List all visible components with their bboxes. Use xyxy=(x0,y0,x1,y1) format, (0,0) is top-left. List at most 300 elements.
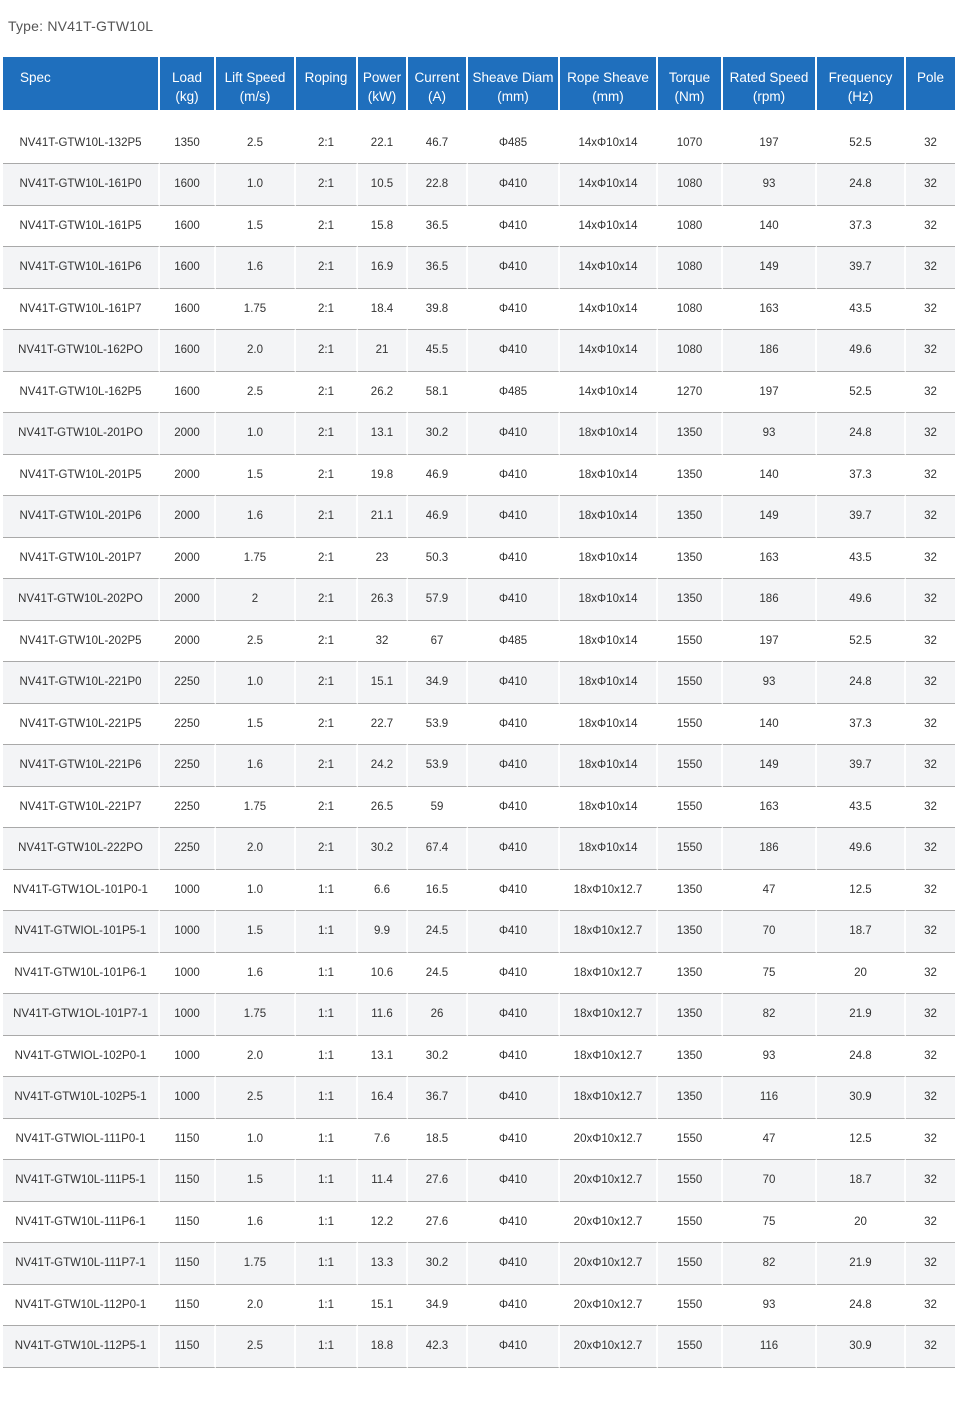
cell-sheave-diam: Φ410 xyxy=(468,538,560,580)
cell-sheave-diam: Φ410 xyxy=(468,289,560,331)
cell-current: 36.7 xyxy=(408,1077,468,1119)
header-label: Roping xyxy=(304,70,348,85)
cell-rope-sheave: 18xΦ10x14 xyxy=(560,579,658,621)
cell-rope-sheave: 14xΦ10x14 xyxy=(560,206,658,248)
table-row xyxy=(3,911,955,953)
cell-lift-speed: 1.75 xyxy=(216,289,296,331)
cell-lift-speed: 1.5 xyxy=(216,206,296,248)
cell-pole: 32 xyxy=(906,662,955,704)
cell-sheave-diam: Φ410 xyxy=(468,1077,560,1119)
cell-pole: 32 xyxy=(906,1160,955,1202)
cell-power: 22.7 xyxy=(358,704,408,746)
table-row xyxy=(3,206,955,248)
cell-rope-sheave: 14xΦ10x14 xyxy=(560,110,658,164)
cell-lift-speed: 2.5 xyxy=(216,372,296,414)
cell-roping: 1:1 xyxy=(296,1202,358,1244)
cell-torque: 1350 xyxy=(658,455,723,497)
cell-rated-speed: 116 xyxy=(723,1077,817,1119)
header-unit: (A) xyxy=(428,89,446,104)
cell-spec: NV41T-GTW10L-221P0 xyxy=(3,662,160,704)
cell-rated-speed: 186 xyxy=(723,579,817,621)
cell-pole: 32 xyxy=(906,745,955,787)
cell-sheave-diam: Φ410 xyxy=(468,1326,560,1368)
cell-pole: 32 xyxy=(906,372,955,414)
cell-load: 1000 xyxy=(160,911,216,953)
cell-torque: 1550 xyxy=(658,1119,723,1161)
cell-power: 10.5 xyxy=(358,164,408,206)
cell-rated-speed: 140 xyxy=(723,206,817,248)
cell-power: 23 xyxy=(358,538,408,580)
cell-rope-sheave: 18xΦ10x12.7 xyxy=(560,870,658,912)
cell-sheave-diam: Φ410 xyxy=(468,953,560,995)
table-row xyxy=(3,870,955,912)
cell-rope-sheave: 14xΦ10x14 xyxy=(560,289,658,331)
cell-roping: 2:1 xyxy=(296,621,358,663)
cell-rope-sheave: 18xΦ10x14 xyxy=(560,662,658,704)
cell-torque: 1080 xyxy=(658,289,723,331)
cell-roping: 1:1 xyxy=(296,1036,358,1078)
cell-pole: 32 xyxy=(906,1119,955,1161)
cell-frequency: 43.5 xyxy=(817,787,906,829)
cell-torque: 1350 xyxy=(658,538,723,580)
header-rated-speed xyxy=(723,57,817,110)
cell-rated-speed: 70 xyxy=(723,1160,817,1202)
cell-spec: NV41T-GTW10L-111P7-1 xyxy=(3,1243,160,1285)
cell-spec: NV41T-GTW10L-201PO xyxy=(3,413,160,455)
table-row xyxy=(3,496,955,538)
cell-rated-speed: 163 xyxy=(723,538,817,580)
cell-load: 2000 xyxy=(160,579,216,621)
cell-sheave-diam: Φ410 xyxy=(468,247,560,289)
cell-lift-speed: 1.0 xyxy=(216,164,296,206)
cell-rope-sheave: 18xΦ10x14 xyxy=(560,413,658,455)
cell-current: 42.3 xyxy=(408,1326,468,1368)
cell-spec: NV41T-GTW10L-111P6-1 xyxy=(3,1202,160,1244)
cell-frequency: 37.3 xyxy=(817,704,906,746)
cell-rated-speed: 140 xyxy=(723,704,817,746)
cell-rated-speed: 70 xyxy=(723,911,817,953)
table-row xyxy=(3,787,955,829)
cell-load: 1350 xyxy=(160,110,216,164)
header-label: Rated Speed xyxy=(729,70,809,85)
table-row xyxy=(3,828,955,870)
cell-torque: 1350 xyxy=(658,911,723,953)
cell-frequency: 37.3 xyxy=(817,455,906,497)
cell-lift-speed: 1.6 xyxy=(216,1202,296,1244)
cell-power: 32 xyxy=(358,621,408,663)
cell-spec: NV41T-GTW10L-221P5 xyxy=(3,704,160,746)
cell-load: 1000 xyxy=(160,1077,216,1119)
cell-spec: NV41T-GTW10L-161P0 xyxy=(3,164,160,206)
table-row xyxy=(3,662,955,704)
cell-pole: 32 xyxy=(906,1243,955,1285)
cell-rope-sheave: 20xΦ10x12.7 xyxy=(560,1119,658,1161)
cell-sheave-diam: Φ410 xyxy=(468,206,560,248)
cell-roping: 1:1 xyxy=(296,994,358,1036)
cell-load: 2000 xyxy=(160,496,216,538)
cell-roping: 1:1 xyxy=(296,1285,358,1327)
cell-rated-speed: 93 xyxy=(723,1285,817,1327)
cell-rated-speed: 75 xyxy=(723,1202,817,1244)
cell-rope-sheave: 18xΦ10x14 xyxy=(560,704,658,746)
cell-rated-speed: 140 xyxy=(723,455,817,497)
header-unit: (Nm) xyxy=(674,89,705,104)
cell-roping: 1:1 xyxy=(296,953,358,995)
cell-roping: 2:1 xyxy=(296,828,358,870)
cell-roping: 2:1 xyxy=(296,745,358,787)
cell-frequency: 18.7 xyxy=(817,911,906,953)
cell-torque: 1350 xyxy=(658,413,723,455)
cell-frequency: 20 xyxy=(817,1202,906,1244)
cell-frequency: 52.5 xyxy=(817,621,906,663)
header-label: Rope Sheave xyxy=(567,70,649,85)
cell-lift-speed: 2.5 xyxy=(216,1326,296,1368)
cell-spec: NV41T-GTWIOL-101P5-1 xyxy=(3,911,160,953)
cell-current: 36.5 xyxy=(408,247,468,289)
header-unit: (m/s) xyxy=(239,89,271,104)
table-row xyxy=(3,1285,955,1327)
header-unit: (Hz) xyxy=(847,89,874,104)
cell-torque: 1350 xyxy=(658,994,723,1036)
cell-power: 6.6 xyxy=(358,870,408,912)
cell-rope-sheave: 18xΦ10x14 xyxy=(560,621,658,663)
cell-roping: 2:1 xyxy=(296,413,358,455)
cell-rope-sheave: 20xΦ10x12.7 xyxy=(560,1326,658,1368)
cell-pole: 32 xyxy=(906,1077,955,1119)
cell-lift-speed: 1.75 xyxy=(216,994,296,1036)
cell-sheave-diam: Φ485 xyxy=(468,372,560,414)
cell-power: 9.9 xyxy=(358,911,408,953)
cell-power: 16.4 xyxy=(358,1077,408,1119)
cell-current: 34.9 xyxy=(408,1285,468,1327)
cell-torque: 1550 xyxy=(658,662,723,704)
cell-lift-speed: 2.5 xyxy=(216,110,296,164)
cell-power: 18.4 xyxy=(358,289,408,331)
cell-frequency: 24.8 xyxy=(817,662,906,704)
table-row xyxy=(3,247,955,289)
cell-torque: 1350 xyxy=(658,1036,723,1078)
cell-rated-speed: 93 xyxy=(723,662,817,704)
cell-pole: 32 xyxy=(906,538,955,580)
table-body xyxy=(3,110,955,1368)
header-unit: (mm) xyxy=(497,89,529,104)
header-current xyxy=(408,57,468,110)
cell-torque: 1550 xyxy=(658,621,723,663)
cell-sheave-diam: Φ410 xyxy=(468,164,560,206)
cell-torque: 1350 xyxy=(658,870,723,912)
cell-rope-sheave: 18xΦ10x12.7 xyxy=(560,1077,658,1119)
cell-load: 1600 xyxy=(160,247,216,289)
cell-load: 2250 xyxy=(160,745,216,787)
cell-power: 26.2 xyxy=(358,372,408,414)
cell-spec: NV41T-GTW10L-161P6 xyxy=(3,247,160,289)
cell-lift-speed: 2.0 xyxy=(216,828,296,870)
cell-sheave-diam: Φ410 xyxy=(468,828,560,870)
cell-current: 16.5 xyxy=(408,870,468,912)
cell-sheave-diam: Φ410 xyxy=(468,870,560,912)
cell-load: 1600 xyxy=(160,330,216,372)
cell-rope-sheave: 18xΦ10x14 xyxy=(560,787,658,829)
cell-lift-speed: 2.5 xyxy=(216,1077,296,1119)
table-row xyxy=(3,953,955,995)
cell-pole: 32 xyxy=(906,455,955,497)
cell-spec: NV41T-GTW10L-221P7 xyxy=(3,787,160,829)
cell-rated-speed: 149 xyxy=(723,745,817,787)
cell-frequency: 24.8 xyxy=(817,164,906,206)
cell-rated-speed: 47 xyxy=(723,1119,817,1161)
cell-load: 1150 xyxy=(160,1160,216,1202)
cell-rated-speed: 197 xyxy=(723,621,817,663)
cell-rope-sheave: 18xΦ10x14 xyxy=(560,538,658,580)
cell-frequency: 39.7 xyxy=(817,745,906,787)
cell-rope-sheave: 14xΦ10x14 xyxy=(560,247,658,289)
cell-power: 21 xyxy=(358,330,408,372)
header-rope-sheave xyxy=(560,57,658,110)
cell-current: 67.4 xyxy=(408,828,468,870)
cell-pole: 32 xyxy=(906,110,955,164)
cell-frequency: 12.5 xyxy=(817,1119,906,1161)
cell-roping: 2:1 xyxy=(296,206,358,248)
cell-roping: 2:1 xyxy=(296,247,358,289)
cell-power: 12.2 xyxy=(358,1202,408,1244)
cell-pole: 32 xyxy=(906,911,955,953)
cell-rated-speed: 75 xyxy=(723,953,817,995)
cell-lift-speed: 1.6 xyxy=(216,953,296,995)
cell-current: 39.8 xyxy=(408,289,468,331)
cell-power: 26.3 xyxy=(358,579,408,621)
cell-rope-sheave: 18xΦ10x12.7 xyxy=(560,994,658,1036)
cell-frequency: 49.6 xyxy=(817,828,906,870)
cell-lift-speed: 2.0 xyxy=(216,1285,296,1327)
cell-rope-sheave: 18xΦ10x14 xyxy=(560,496,658,538)
cell-torque: 1350 xyxy=(658,579,723,621)
cell-rated-speed: 186 xyxy=(723,330,817,372)
cell-spec: NV41T-GTW10L-112P5-1 xyxy=(3,1326,160,1368)
cell-rated-speed: 93 xyxy=(723,1036,817,1078)
cell-sheave-diam: Φ410 xyxy=(468,413,560,455)
cell-pole: 32 xyxy=(906,1326,955,1368)
cell-rope-sheave: 18xΦ10x12.7 xyxy=(560,911,658,953)
cell-lift-speed: 1.75 xyxy=(216,787,296,829)
cell-lift-speed: 1.5 xyxy=(216,704,296,746)
cell-power: 13.1 xyxy=(358,1036,408,1078)
cell-current: 36.5 xyxy=(408,206,468,248)
header-label: Torque xyxy=(668,70,711,85)
cell-pole: 32 xyxy=(906,953,955,995)
cell-frequency: 12.5 xyxy=(817,870,906,912)
cell-power: 30.2 xyxy=(358,828,408,870)
cell-pole: 32 xyxy=(906,1036,955,1078)
cell-pole: 32 xyxy=(906,994,955,1036)
cell-sheave-diam: Φ410 xyxy=(468,1160,560,1202)
cell-lift-speed: 2 xyxy=(216,579,296,621)
cell-load: 1600 xyxy=(160,206,216,248)
cell-current: 26 xyxy=(408,994,468,1036)
cell-pole: 32 xyxy=(906,870,955,912)
cell-frequency: 39.7 xyxy=(817,496,906,538)
cell-current: 22.8 xyxy=(408,164,468,206)
cell-frequency: 24.8 xyxy=(817,1036,906,1078)
header-sheave-diam xyxy=(468,57,560,110)
cell-roping: 1:1 xyxy=(296,1077,358,1119)
table-row xyxy=(3,994,955,1036)
header-pole xyxy=(906,57,955,110)
cell-roping: 2:1 xyxy=(296,164,358,206)
cell-pole: 32 xyxy=(906,247,955,289)
cell-rated-speed: 47 xyxy=(723,870,817,912)
cell-spec: NV41T-GTW10L-201P7 xyxy=(3,538,160,580)
cell-roping: 2:1 xyxy=(296,455,358,497)
cell-torque: 1070 xyxy=(658,110,723,164)
cell-pole: 32 xyxy=(906,579,955,621)
cell-load: 1150 xyxy=(160,1285,216,1327)
table-row xyxy=(3,413,955,455)
cell-pole: 32 xyxy=(906,787,955,829)
cell-frequency: 30.9 xyxy=(817,1077,906,1119)
cell-load: 1600 xyxy=(160,289,216,331)
cell-lift-speed: 2.5 xyxy=(216,621,296,663)
cell-lift-speed: 1.5 xyxy=(216,911,296,953)
cell-rated-speed: 197 xyxy=(723,372,817,414)
cell-sheave-diam: Φ410 xyxy=(468,662,560,704)
cell-load: 1150 xyxy=(160,1326,216,1368)
cell-current: 58.1 xyxy=(408,372,468,414)
header-label: Spec xyxy=(20,70,51,85)
cell-roping: 1:1 xyxy=(296,1160,358,1202)
cell-load: 1600 xyxy=(160,164,216,206)
cell-spec: NV41T-GTW10L-161P5 xyxy=(3,206,160,248)
header-spec xyxy=(3,57,160,110)
cell-power: 24.2 xyxy=(358,745,408,787)
cell-roping: 2:1 xyxy=(296,289,358,331)
cell-frequency: 37.3 xyxy=(817,206,906,248)
cell-lift-speed: 2.0 xyxy=(216,330,296,372)
cell-sheave-diam: Φ410 xyxy=(468,1119,560,1161)
cell-spec: NV41T-GTW10L-201P5 xyxy=(3,455,160,497)
table-row xyxy=(3,1036,955,1078)
cell-rope-sheave: 18xΦ10x14 xyxy=(560,455,658,497)
cell-roping: 1:1 xyxy=(296,870,358,912)
cell-power: 16.9 xyxy=(358,247,408,289)
cell-frequency: 43.5 xyxy=(817,289,906,331)
cell-roping: 2:1 xyxy=(296,110,358,164)
cell-spec: NV41T-GTWIOL-102P0-1 xyxy=(3,1036,160,1078)
cell-lift-speed: 1.75 xyxy=(216,1243,296,1285)
cell-sheave-diam: Φ410 xyxy=(468,745,560,787)
cell-rated-speed: 116 xyxy=(723,1326,817,1368)
cell-torque: 1550 xyxy=(658,704,723,746)
cell-lift-speed: 1.6 xyxy=(216,247,296,289)
cell-torque: 1270 xyxy=(658,372,723,414)
cell-current: 46.9 xyxy=(408,455,468,497)
cell-torque: 1550 xyxy=(658,1285,723,1327)
cell-power: 13.3 xyxy=(358,1243,408,1285)
cell-current: 67 xyxy=(408,621,468,663)
cell-pole: 32 xyxy=(906,704,955,746)
cell-sheave-diam: Φ410 xyxy=(468,1243,560,1285)
cell-roping: 1:1 xyxy=(296,1243,358,1285)
cell-current: 59 xyxy=(408,787,468,829)
cell-load: 1150 xyxy=(160,1243,216,1285)
cell-roping: 2:1 xyxy=(296,579,358,621)
cell-spec: NV41T-GTW10L-202P5 xyxy=(3,621,160,663)
cell-frequency: 18.7 xyxy=(817,1160,906,1202)
cell-frequency: 21.9 xyxy=(817,994,906,1036)
cell-sheave-diam: Φ410 xyxy=(468,496,560,538)
cell-torque: 1550 xyxy=(658,1326,723,1368)
cell-torque: 1350 xyxy=(658,496,723,538)
table-row xyxy=(3,1077,955,1119)
table-row xyxy=(3,110,955,164)
cell-sheave-diam: Φ410 xyxy=(468,1285,560,1327)
cell-pole: 32 xyxy=(906,496,955,538)
cell-power: 26.5 xyxy=(358,787,408,829)
cell-rated-speed: 82 xyxy=(723,994,817,1036)
header-label: Frequency xyxy=(828,70,893,85)
cell-pole: 32 xyxy=(906,206,955,248)
cell-load: 1000 xyxy=(160,994,216,1036)
cell-rope-sheave: 20xΦ10x12.7 xyxy=(560,1243,658,1285)
cell-pole: 32 xyxy=(906,828,955,870)
cell-current: 53.9 xyxy=(408,704,468,746)
cell-load: 1000 xyxy=(160,870,216,912)
cell-rated-speed: 163 xyxy=(723,289,817,331)
header-load xyxy=(160,57,216,110)
table-row xyxy=(3,1119,955,1161)
cell-power: 15.1 xyxy=(358,662,408,704)
cell-rated-speed: 163 xyxy=(723,787,817,829)
header-label: Current xyxy=(414,70,460,85)
cell-frequency: 20 xyxy=(817,953,906,995)
table-row xyxy=(3,1160,955,1202)
cell-torque: 1080 xyxy=(658,330,723,372)
cell-lift-speed: 1.0 xyxy=(216,662,296,704)
cell-sheave-diam: Φ410 xyxy=(468,455,560,497)
cell-roping: 1:1 xyxy=(296,911,358,953)
cell-torque: 1080 xyxy=(658,247,723,289)
cell-sheave-diam: Φ410 xyxy=(468,1202,560,1244)
cell-current: 18.5 xyxy=(408,1119,468,1161)
cell-current: 30.2 xyxy=(408,413,468,455)
cell-sheave-diam: Φ485 xyxy=(468,110,560,164)
cell-power: 22.1 xyxy=(358,110,408,164)
table-row xyxy=(3,704,955,746)
cell-lift-speed: 1.0 xyxy=(216,870,296,912)
header-label: Pole xyxy=(916,70,945,85)
cell-frequency: 24.8 xyxy=(817,413,906,455)
cell-frequency: 21.9 xyxy=(817,1243,906,1285)
header-unit: (mm) xyxy=(592,89,624,104)
cell-current: 30.2 xyxy=(408,1036,468,1078)
cell-frequency: 24.8 xyxy=(817,1285,906,1327)
cell-current: 27.6 xyxy=(408,1202,468,1244)
cell-rope-sheave: 18xΦ10x12.7 xyxy=(560,1036,658,1078)
cell-lift-speed: 1.5 xyxy=(216,455,296,497)
cell-frequency: 43.5 xyxy=(817,538,906,580)
cell-current: 46.9 xyxy=(408,496,468,538)
cell-frequency: 39.7 xyxy=(817,247,906,289)
cell-sheave-diam: Φ410 xyxy=(468,704,560,746)
cell-sheave-diam: Φ410 xyxy=(468,330,560,372)
cell-current: 46.7 xyxy=(408,110,468,164)
cell-torque: 1350 xyxy=(658,1077,723,1119)
cell-spec: NV41T-GTW10L-112P0-1 xyxy=(3,1285,160,1327)
cell-rope-sheave: 14xΦ10x14 xyxy=(560,330,658,372)
header-unit: (kg) xyxy=(175,89,199,104)
cell-frequency: 52.5 xyxy=(817,372,906,414)
cell-rope-sheave: 14xΦ10x14 xyxy=(560,372,658,414)
cell-lift-speed: 1.0 xyxy=(216,413,296,455)
